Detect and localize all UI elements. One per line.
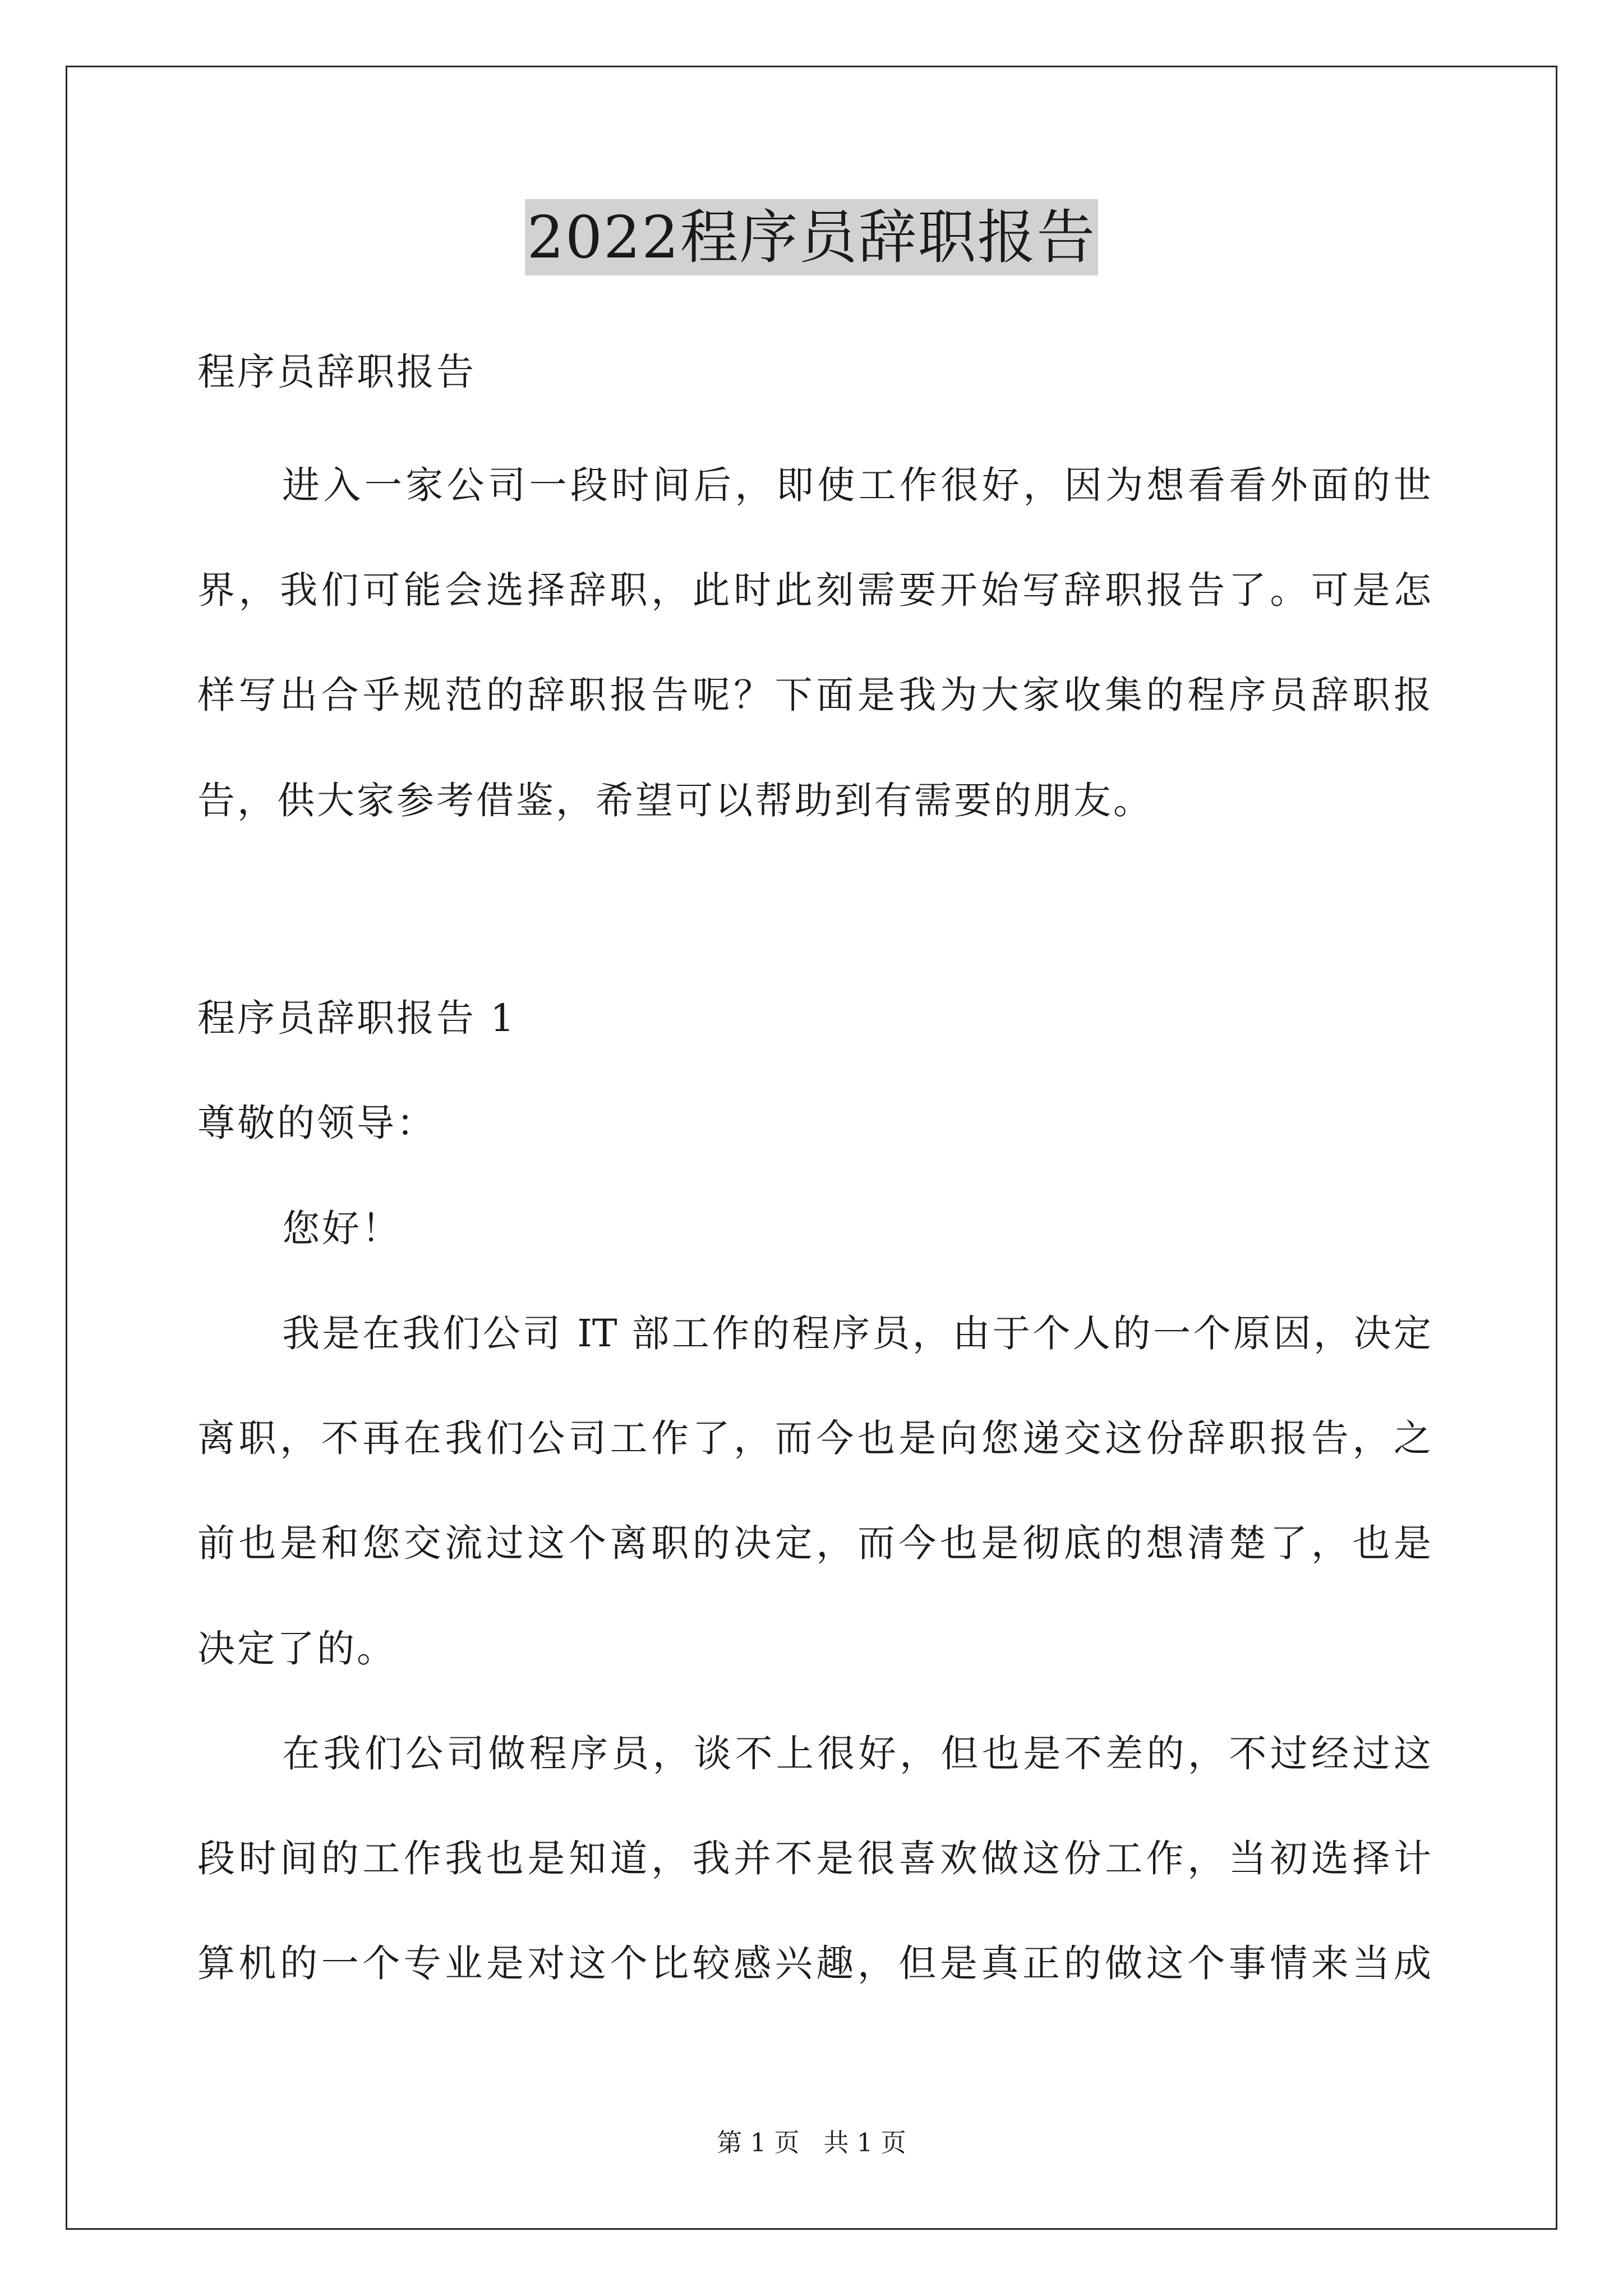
report-heading: 程序员辞职报告 1 [197,996,517,1040]
section-heading: 程序员辞职报告 [197,350,476,394]
document-title-wrapper [0,199,1623,275]
paragraph-2-line-2: 段时间的工作我也是知道，我并不是很喜欢做这份工作，当初选择计 [197,1837,1431,1880]
intro-line-1: 进入一家公司一段时间后，即使工作很好，因为想看看外面的世 [282,463,1431,507]
greeting: 您好！ [282,1207,402,1250]
paragraph-2-line-3: 算机的一个专业是对这个比较感兴趣，但是真正的做这个事情来当成 [197,1941,1431,1985]
paragraph-1-line-4: 决定了的。 [197,1627,396,1671]
intro-line-2: 界，我们可能会选择辞职，此时此刻需要开始写辞职报告了。可是怎 [197,568,1431,612]
page-footer: 第 1 页 共 1 页 [717,2128,906,2157]
paragraph-1-line-1: 我是在我们公司 IT 部工作的程序员，由于个人的一个原因，决定 [282,1312,1431,1355]
document-title: 2022程序员辞职报告 [525,199,1099,275]
intro-line-3: 样写出合乎规范的辞职报告呢？下面是我为大家收集的程序员辞职报 [197,673,1431,717]
paragraph-2-line-1: 在我们公司做程序员，谈不上很好，但也是不差的，不过经过这 [282,1732,1431,1775]
paragraph-1-line-3: 前也是和您交流过这个离职的决定，而今也是彻底的想清楚了，也是 [197,1521,1431,1565]
intro-line-4: 告，供大家参考借鉴，希望可以帮助到有需要的朋友。 [197,779,1153,822]
paragraph-1-line-2: 离职，不再在我们公司工作了，而今也是向您递交这份辞职报告，之 [197,1416,1431,1460]
salutation: 尊敬的领导： [197,1101,436,1145]
